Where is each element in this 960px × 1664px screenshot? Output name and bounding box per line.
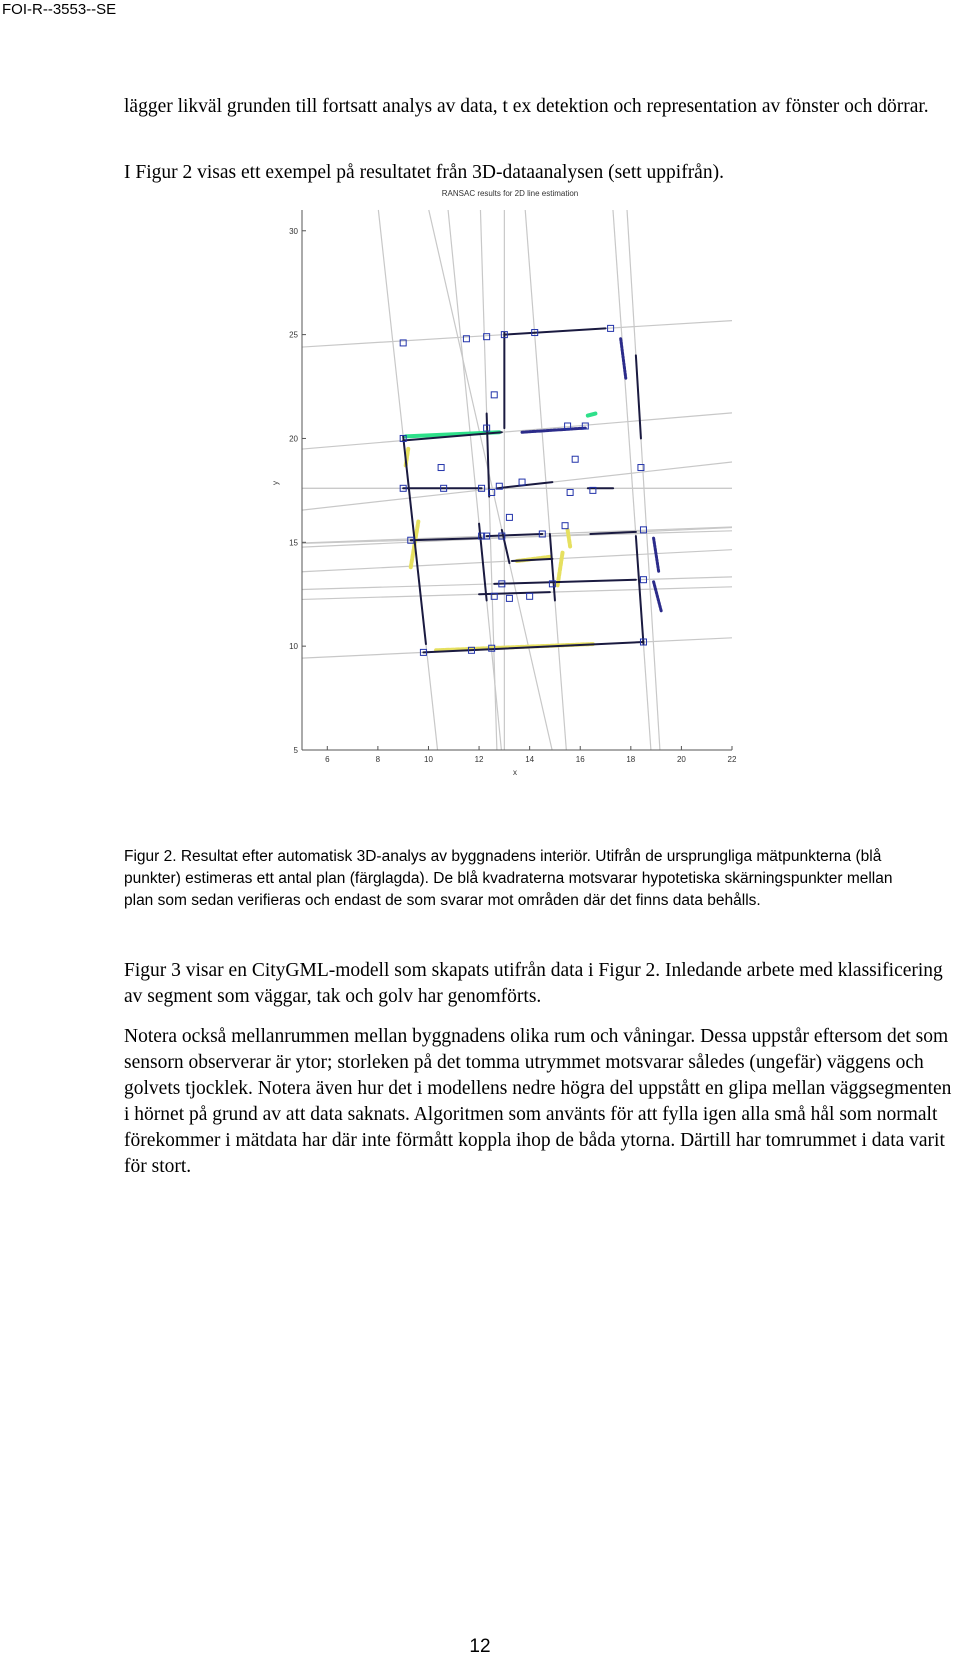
x-tick-label: 16 xyxy=(575,755,585,764)
intersection-square xyxy=(562,523,568,529)
y-axis-label: y xyxy=(271,481,280,485)
x-tick-label: 10 xyxy=(424,755,433,764)
x-tick-label: 8 xyxy=(375,755,381,764)
guide-line xyxy=(302,528,732,548)
wall-segment xyxy=(636,355,641,438)
wall-segment xyxy=(494,580,636,584)
report-id: FOI-R--3553--SE xyxy=(2,1,117,18)
x-tick-label: 14 xyxy=(525,755,535,764)
paragraph-figure-reference: I Figur 2 visas ett exempel på resultatet från 3D-dataanalysen (sett uppifrån). xyxy=(124,162,724,183)
wall-segment xyxy=(487,534,543,536)
x-tick-label: 18 xyxy=(626,755,636,764)
x-tick-label: 22 xyxy=(727,755,737,764)
intersection-square xyxy=(438,465,444,471)
intersection-square xyxy=(567,489,573,495)
chart-title: RANSAC results for 2D line estimation xyxy=(441,189,579,198)
intersection-squares-layer xyxy=(400,325,646,655)
y-tick-label: 5 xyxy=(293,746,298,755)
x-axis-label: x xyxy=(513,768,517,777)
points-segment xyxy=(654,538,659,571)
plane-green-segment xyxy=(588,414,596,416)
guide-line xyxy=(525,210,566,750)
figure-2 xyxy=(271,189,750,788)
guide-line xyxy=(448,210,501,750)
plane-yellow-layer xyxy=(406,449,593,650)
guide-line xyxy=(302,413,732,449)
intersection-square xyxy=(491,392,497,398)
wall-segment xyxy=(479,592,550,594)
y-tick-label: 30 xyxy=(289,226,298,236)
y-tick-label: 25 xyxy=(289,330,298,340)
wall-lines-layer xyxy=(403,328,643,652)
intersection-square xyxy=(506,514,512,520)
page-number: 12 xyxy=(469,1636,491,1657)
intersection-square xyxy=(506,595,512,601)
x-tick-label: 20 xyxy=(676,755,686,764)
guide-lines xyxy=(302,210,732,750)
intersection-square xyxy=(527,593,533,599)
x-tick-label: 12 xyxy=(474,755,484,764)
points-segment xyxy=(621,339,626,378)
wall-segment xyxy=(487,414,490,497)
intersection-square xyxy=(572,456,578,462)
figure-caption: Figur 2. Resultat efter automatisk 3D-analys av byggnadens interiör. Utifrån de ursprungliga mätpunkterna (blå punkter) estimeras ett antal plan (färglagda). De blå kvadraterna motsvarar hypotetiska skärningspunkter mellan plan som sedan verifieras och endast de som svarar mot områden där det finns data behålls. xyxy=(124,848,893,909)
intersection-square xyxy=(519,479,525,485)
points-segment xyxy=(654,582,662,611)
wall-segment xyxy=(504,328,605,334)
paragraph-gaps: Notera också mellanrummen mellan byggnadens olika rum och våningar. Dessa uppstår eftersom det som sensorn observerar är ytor; storleken på det tomma utrymmet motsvarar således (ungefär) väggens och golvets tjocklek. Notera även hur det i modellens nedre högra del uppstått en glipa mellan väggsegmenten i hörnet på grund av att data saknats. Algoritmen som använts för att fylla igen alla små hål som normalt förekommer i mätdata har där inte förmått koppla ihop de båda ytorna. Därtill har tomrummet i data varit för stort. xyxy=(124,1026,952,1177)
x-tick-label: 6 xyxy=(325,755,330,764)
y-tick-label: 15 xyxy=(289,538,298,548)
y-tick-label: 10 xyxy=(289,642,298,652)
wall-segment xyxy=(423,642,643,652)
plane-yellow-segment xyxy=(568,530,571,547)
y-tick-label: 20 xyxy=(289,434,298,444)
paragraph-intro: lägger likväl grunden till fortsatt analys av data, t ex detektion och representation av fönster och dörrar. xyxy=(124,96,929,117)
paragraph-citygml: Figur 3 visar en CityGML-modell som skapats utifrån data i Figur 2. Inledande arbete med klassificering av segment som väggar, tak och golv har genomförts. xyxy=(124,960,943,1007)
point-cloud-layer xyxy=(522,339,661,611)
ransac-chart xyxy=(271,189,750,788)
wall-segment xyxy=(550,534,555,600)
guide-line xyxy=(429,210,552,750)
